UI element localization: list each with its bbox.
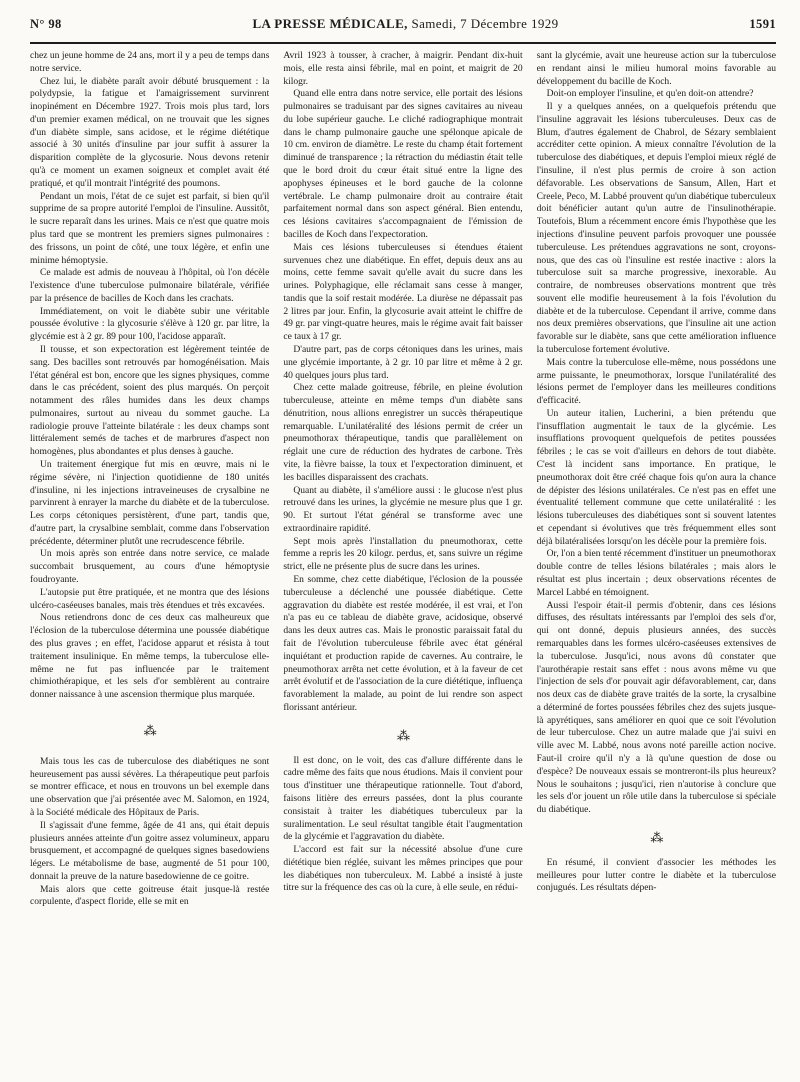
issue-date: Samedi, 7 Décembre 1929: [411, 16, 559, 31]
paragraph: Avril 1923 à tousser, à cracher, à maigrir. Pendant dix-huit mois, elle resta ainsi fébrile, mal en point, et maigrit de 20 kilogr.: [283, 50, 523, 87]
paragraph: En résumé, il convient d'associer les méthodes les meilleures pour lutter contre le diabète et la tuberculose conjugués. Les résultats dépen-: [536, 856, 776, 894]
column-3: [537, 50, 776, 1074]
paragraph: Doit-on employer l'insuline, et qu'en doit-on attendre?: [546, 88, 754, 100]
paragraph: Chez lui, le diabète paraît avoir débuté brusquement : la polydypsie, la fatigue et l'amaigrissement survinrent inopinément en Décembre 1927. Trois mois plus tard, lors d'un premier examen médical, on ne trouvait que les signes d'un diabète simple, sans acidose, et le régime diététique associé à 30 unités d'insuline par jour suffit à assurer la disparition complète de la glycosurie. Nous devons retenir qu'à ce moment un examen soigneux et complet avait été pratiqué, et qu'il montrait l'intégrité des poumons.: [30, 75, 270, 189]
column-2: [283, 50, 522, 1074]
paragraph: Mais ces lésions tuberculeuses si étendues étaient survenues chez une diabétique. En effet, depuis deux ans au moins, cette femme savait qu'elle avait du sucre dans les urines. Polyphagique, elle réclamait sans cesse à manger, tandis que la soif restait modérée. La diurèse ne dépassait pas 2 litres par jour. Enfin, la glycosurie avait atteint le chiffre de 49 gr. par vingt-quatre heures, mais le régime avait fait baisser ce taux à 17 gr.: [283, 241, 523, 343]
paragraph: Sept mois après l'installation du pneumothorax, cette femme a repris les 20 kilogr. perdus, et, sans suivre un régime strict, elle ne présente plus de sucre dans les urines.: [283, 535, 523, 573]
paragraph: Il y a quelques années, on a quelquefois prétendu que l'insuline aggravait les lésions tuberculeuses. Deux cas de Blum, d'autres également de Chabrol, de Sézary semblaient accréditer cette opinion. A mieux connaître l'évolution de la tuberculose des diabétiques, et depuis l'emploi mieux réglé de l'insuline, il n'est plus permis de croire à son action défavorable. Les observations de Sansum, Allen, Hart et Creele, Peco, M. Labbé prouvent qu'un diabétique tuberculeux doit bénéficier autant qu'un autre de l'insulinothérapie. Toutefois, Blum a récemment encore émis l'hypothèse que les injections d'insuline peuvent parfois provoquer une poussée tuberculeuse. Les prétendues aggravations ne sont, croyons-nous, que des cas où l'insuline est restée inactive : alors la tuberculose suit sa marche progressive, inexorable. Au contraire, de nombreuses observations montrent que très souvent elle modifie heureusement à la fois l'évolution du diabète et de la tuberculose. Cependant il arrive, comme dans nos deux premières observations, que l'insuline ait une action favorable sur le diabète, sans que cette amélioration influence la tuberculose fortement évolutive.: [536, 101, 776, 355]
paragraph: Mais tous les cas de tuberculose des diabétiques ne sont heureusement pas aussi sévères. La thérapeutique peut parfois se montrer efficace, et nous en trouvons un bel exemple dans une observation que j'ai présentée avec M. Salomon, en 1924, à la Société médicale des Hôpitaux de Paris.: [30, 755, 270, 818]
column-1: [30, 50, 269, 1074]
paragraph: Pendant un mois, l'état de ce sujet est parfait, si bien qu'il supprime de sa propre autorité l'emploi de l'insuline. Aussitôt, le sucre reparaît dans les urines. Mais ce n'est que quatre mois plus tard que se montrent les premiers signes pulmonaires : des frissons, un point de côté, une toux légère, et enfin une minime hémoptysie.: [30, 190, 270, 266]
paragraph: Il tousse, et son expectoration est légèrement teintée de sang. Des bacilles sont retrouvés par homogénéisation. Mais l'état général est bon, encore que les signes physiques, comme dans le cas précédent, soient des plus marqués. On perçoit notamment des râles humides dans les deux champs pulmonaires, surtout au niveau du sommet gauche. La radiologie prouve l'atteinte bilatérale : les deux champs sont littéralement semés de taches et de marbrures d'aspect non homogènes, plus abondantes et plus denses à gauche.: [30, 343, 270, 458]
paragraph: Quant au diabète, il s'améliore aussi : le glucose n'est plus retrouvé dans les urines, la glycémie ne mesure plus que 1 gr. 90. Et surtout l'état général se transforme avec une extraordinaire rapidité.: [283, 484, 523, 534]
paragraph: Or, l'on a bien tenté récemment d'instituer un pneumothorax double contre de telles lésions bilatérales ; mais alors le résultat est plus incertain ; deux observations récentes de Marcel Labbé en témoignent.: [536, 548, 776, 598]
issue-number: N° 98: [30, 17, 62, 31]
paragraph: L'accord est fait sur la nécessité absolue d'une cure diététique bien réglée, suivant les mêmes principes que pour les diabétiques non tuberculeux. M. Labbé a insisté à juste titre sur la fréquence des cas où la cure, à elle seule, en rédui-: [283, 844, 523, 894]
journal-title-line: [252, 16, 558, 32]
paragraph: Un auteur italien, Lucherini, a bien prétendu que l'insufflation augmentait le taux de la glycémie. Les insufflations provoquent quelquefois de petites poussées fébriles ; le cas se voit d'ailleurs en dehors de tout diabète. C'est là incident sans importance. En pratique, le pneumothorax doit être créé chaque fois qu'on aura la chance de dépister des lésions unilatérales. Ce n'est pas en effet une éventualité tellement commune que cette unilatéralité : les lésions tuberculeuses des diabétiques sont si souvent latentes et cependant si évolutives que très fréquemment elles sont déjà bilatéralisées lorsqu'on les décèle pour la première fois.: [536, 407, 776, 547]
paragraph: Mais contre la tuberculose elle-même, nous possédons une arme puissante, le pneumothorax, lorsque l'unilatéralité des lésions permet de l'employer dans les meilleures conditions d'efficacité.: [536, 356, 776, 407]
paragraph: Il est donc, on le voit, des cas d'allure différente dans le cadre même des faits que nous étudions. Mais il convient pour tous d'instituer une thérapeutique rationnelle. Tout d'abord, faisons litière des erreurs passées, dont la plus courante consistait à traiter les diabétiques tuberculeux par la suralimentation. Le seul résultat tangible était l'augmentation de la glycémie et l'aggravation du diabète.: [283, 754, 523, 843]
paragraph: L'autopsie put être pratiquée, et ne montra que des lésions ulcéro-caséeuses banales, mais très étendues et très excavées.: [30, 586, 270, 611]
paragraph: D'autre part, pas de corps cétoniques dans les urines, mais une glycémie importante, à 2 gr. 10 par litre et même à 2 gr. 40 quelques jours plus tard.: [283, 343, 523, 381]
paragraph: Chez cette malade goitreuse, fébrile, en pleine évolution tuberculeuse, atteinte en même temps d'un diabète sans dénutrition, nous allions enregistrer un succès thérapeutique remarquable. L'unilatéralité des lésions permit de créer un pneumothorax thérapeutique, tandis que parallèlement on réglait une cure de réduction des hydrates de carbone. Très vite, la fièvre baisse, la toux et l'expectoration diminuent, et les bacilles disparaissent des crachats.: [283, 382, 523, 483]
paragraph: En somme, chez cette diabétique, l'éclosion de la poussée tuberculeuse a déclenché une poussée diabétique. Cette aggravation du diabète est restée modérée, il est vrai, et l'on n'a pas eu ce tableau de diabète grave, acidosique, observé dans les deux autres cas. Mais le pronostic paraissait fatal du fait de l'évolution tuberculeuse fébrile avec état général inquiétant et production rapide de cavernes. Au contraire, le pneumothorax arrêta net cette évolution, et à la faveur de cet arrêt évolutif et de l'association de la cure diététique, influença favorablement la malade, au point de lui rendre son aspect florissant antérieur.: [283, 574, 523, 713]
running-header: [30, 0, 776, 44]
paragraph: chez un jeune homme de 24 ans, mort il y a peu de temps dans notre service.: [30, 50, 270, 74]
section-separator: ⁂: [396, 727, 409, 743]
paragraph: Ce malade est admis de nouveau à l'hôpital, où l'on décèle l'existence d'une tuberculose pulmonaire bilatérale, vérifiée par la présence de bacilles de Koch dans les crachats.: [30, 267, 270, 304]
paragraph: Quand elle entra dans notre service, elle portait des lésions pulmonaires se traduisant par des signes cavitaires au niveau du lobe supérieur gauche. Le cliché radiographique montrait dans le champ pulmonaire gauche une spélonque apicale de 10 cm. environ de diamètre. Le reste du champ était fortement diminué de transparence ; la rétraction du médiastin était telle que le bord droit du cœur était situé entre la ligne des apophyses épineuses et le bord gauche de la colonne vertébrale. Le champ pulmonaire droit au contraire était parfaitement normal dans son aspect général. Bien entendu, ces lésions cavitaires s'accompagnaient de l'émission de bacilles de Koch dans l'expectoration.: [283, 88, 523, 240]
paragraph: Nous retiendrons donc de ces deux cas malheureux que l'éclosion de la tuberculose détermina une poussée diabétique des plus graves ; en effet, l'acidose apparut et résista à tout traitement insulinique. En même temps, la tuberculose elle-même ne fut pas influencée par le traitement chimiothérapique, et les sels d'or semblèrent au contraire donner naissance à une ascension thermique plus marquée.: [30, 612, 270, 701]
journal-title: LA PRESSE MÉDICALE,: [252, 16, 408, 31]
paragraph: Immédiatement, on voit le diabète subir une véritable poussée évolutive : la glycosurie s'élève à 120 gr. par litre, la glycémie est à 2 gr. 89 pour 100, l'acidose apparaît.: [30, 305, 270, 343]
section-separator: ⁂: [650, 829, 663, 845]
paragraph: Un traitement énergique fut mis en œuvre, mais ni le régime sévère, ni l'injection quotidienne de 180 unités d'insuline, ni les injections intraveineuses de crysalbine ne parvinrent à enrayer la marche du diabète et de la tuberculose. Les corps cétoniques persistèrent, d'une part, tandis que, d'autre part, la crysalbine semblait, comme dans l'observation précédente, déterminer plutôt une recrudescence fébrile.: [30, 459, 270, 547]
paragraph: Mais alors que cette goitreuse était jusque-là restée corpulente, d'aspect floride, elle se mit en: [30, 883, 270, 908]
section-separator: ⁂: [143, 722, 156, 738]
page-number: 1591: [749, 17, 776, 31]
text-columns: [30, 50, 776, 1074]
paragraph: Un mois après son entrée dans notre service, ce malade succombait brusquement, au cours d'une hémoptysie foudroyante.: [30, 548, 270, 586]
paragraph: Il s'agissait d'une femme, âgée de 41 ans, qui était depuis plusieurs années atteinte d'un goitre assez volumineux, apparu brusquement, et accompagné de quelques signes basedowiens légers. Le métabolisme de base, augmenté de 51 pour 100, donnait la preuve de la nature basedowienne de ce goitre.: [30, 819, 270, 882]
paragraph: Aussi l'espoir était-il permis d'obtenir, dans ces lésions diffuses, des résultats intéressants par l'emploi des sels d'or, qui ont donné, depuis plusieurs années, des succès remarquables dans les formes ulcéro-caséeuses extensives de la tuberculose. Jusqu'ici, nous avons dû constater que l'aurothérapie restait sans effet : nous avons même vu que l'injection de sels d'or pouvait agir défavorablement, car, dans nos deux cas de diabète grave traités de la sorte, la crysalbine a déterminé de fortes poussées fébriles chez des sujets jusque-là apyrétiques, sans améliorer en quoi que ce soit l'évolution de leur tuberculose. Chez un autre malade que j'ai suivi en ville avec M. Labbé, nous avons noté pareille action nocive. Faut-il croire qu'il n'y a là qu'une question de dose ou d'espèce? De nouveaux essais se montreront-ils plus heureux? Nous le souhaitons ; jusqu'ici, rien n'autorise à conclure que les sels d'or jouent un rôle utile dans la tuberculose si spéciale du diabétique.: [536, 599, 776, 816]
paragraph: sant la glycémie, avait une heureuse action sur la tuberculose en rendant ainsi le milieu humoral moins favorable au développement du bacille de Koch.: [536, 50, 776, 87]
